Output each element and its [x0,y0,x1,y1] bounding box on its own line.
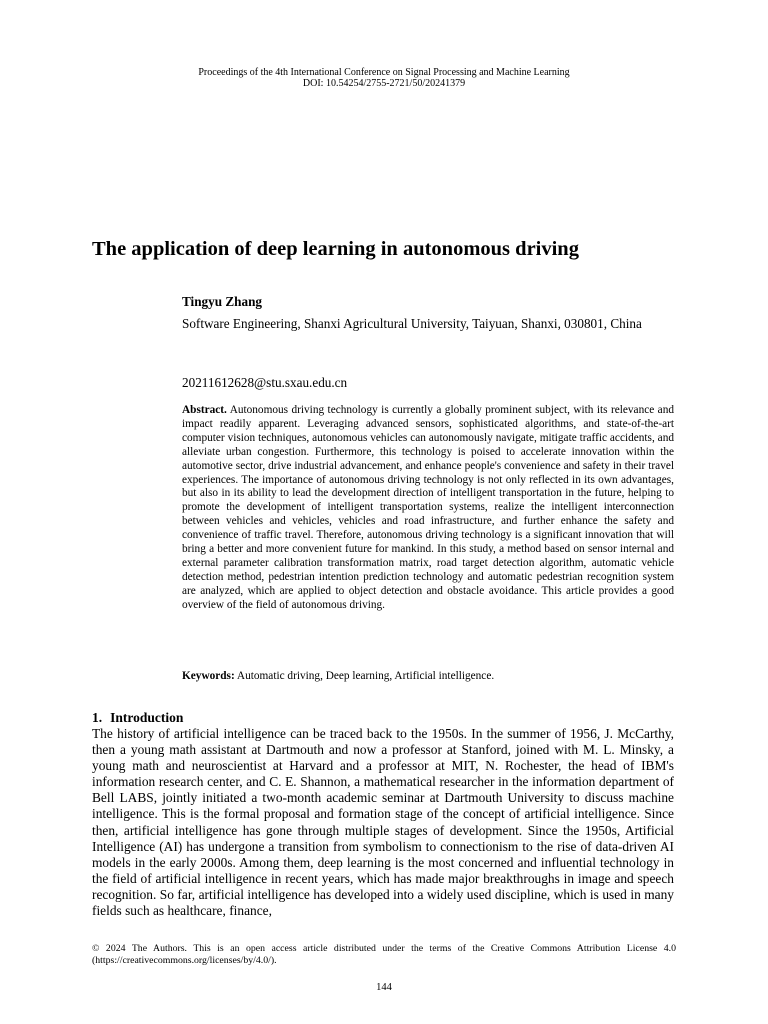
doi-line: DOI: 10.54254/2755-2721/50/20241379 [302,78,466,89]
running-header [0,67,768,89]
author-email: 20211612628@stu.sxau.edu.cn [182,375,348,390]
author-block [182,293,662,332]
keywords-label: Keywords: [182,670,235,682]
author-name: Tingyu Zhang [182,294,263,309]
page-number: 144 [376,982,392,993]
abstract [182,404,674,613]
paper-title: The application of deep learning in autonomous driving [92,238,579,260]
keywords [182,669,674,683]
section-title: Introduction [110,710,184,725]
abstract-label: Abstract. [182,404,227,416]
license-footnote: © 2024 The Authors. This is an open access article distributed under the terms of the Creative Commons Attribution License 4.0 (https://creativecommons.org/licenses/by/4.0/). [92,943,676,966]
author-affiliation: Software Engineering, Shanxi Agricultural University, Taiyuan, Shanxi, 030801, China [182,316,642,331]
abstract-text: Autonomous driving technology is currently a globally prominent subject, with its relevance and impact readily apparent. Leveraging advanced sensors, sophisticated algorithms, and state-of-the-art computer vision techniques, autonomous vehicles can autonomously navigate, mitigate traffic accidents, and alleviate urban congestion. Furthermore, this technology is poised to accelerate innovation within the automotive sector, drive industrial advancement, and enhance people's convenience and safety in their travel experiences. The importance of autonomous driving technology is not only reflected in its own advantages, but also in its ability to lead the development direction of intelligent transportation in the future, helping to promote the development of intelligent transportation systems, realize the intelligent interconnection between vehicles and vehicles, vehicles and road infrastructure, and further enhance the safety and convenience of traffic travel. Therefore, autonomous driving technology is a significant innovation that will bring a better and more convenient future for mankind. In this study, a method based on sensor internal and external parameter calibration transformation matrix, road target detection algorithm, automatic vehicle detection method, pedestrian intention prediction technology and automatic pedestrian recognition system are analyzed, which are applied to object detection and obstacle avoidance. This article provides a good overview of the field of autonomous driving. [182,404,674,611]
introduction-paragraph: The history of artificial intelligence can be traced back to the 1950s. In the summer of 1956, J. McCarthy, then a young math assistant at Dartmouth and now a professor at Stanford, joined with M. L. Minsky, a young math and neuroscientist at Harvard and a professor at MIT, N. Rochester, the head of IBM's information research center, and C. E. Shannon, a mathematical researcher in the information department of Bell LABS, jointly initiated a two-month academic seminar at Dartmouth University to discuss machine intelligence. This is the formal proposal and formation stage of the concept of artificial intelligence. Since then, artificial intelligence has gone through multiple stages of development. Since the 1950s, Artificial Intelligence (AI) has undergone a transition from symbolism to connectionism to the rise of data-driven AI models in the early 2000s. Among them, deep learning is the most concerned and influential technology in the field of artificial intelligence in recent years, which has made major breakthroughs in image and speech recognition. So far, artificial intelligence has developed into a widely used discipline, which is used in many fields such as healthcare, finance, [92,726,674,919]
keywords-text: Automatic driving, Deep learning, Artificial intelligence. [236,670,495,682]
proceedings-line: Proceedings of the 4th International Conference on Signal Processing and Machine Learning [198,67,570,78]
section-heading-introduction [92,710,183,726]
section-number: 1. [92,710,103,725]
